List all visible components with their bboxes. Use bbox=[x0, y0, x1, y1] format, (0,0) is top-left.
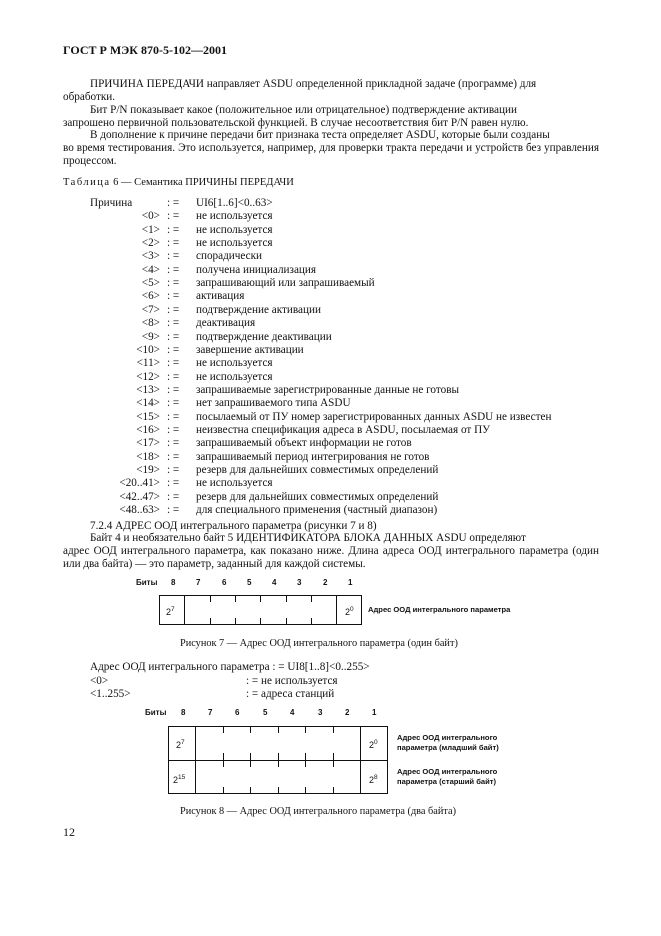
bit-number: 6 bbox=[235, 708, 240, 717]
cause-meaning: для специального применения (частный диапазон) bbox=[196, 504, 438, 517]
bit-number: 8 bbox=[181, 708, 186, 717]
assign-operator: : = bbox=[167, 250, 180, 263]
cause-meaning: активация bbox=[196, 290, 245, 303]
bit-tick bbox=[311, 618, 312, 625]
assign-operator: : = bbox=[167, 210, 180, 223]
cause-code: <19> bbox=[136, 464, 160, 476]
table-caption bbox=[63, 176, 294, 189]
bit-tick bbox=[210, 618, 211, 625]
cause-code: <10> bbox=[136, 343, 160, 356]
section-heading: 7.2.4 АДРЕС ООД интегрального параметра (рисунки 7 и 8) bbox=[90, 520, 377, 532]
cause-code: <7> bbox=[141, 303, 160, 316]
cause-meaning: неизвестна спецификация адреса в ASDU, посылаемая от ПУ bbox=[196, 423, 491, 436]
definition-code: <1..255> bbox=[90, 688, 131, 700]
bit-number: 2 bbox=[345, 708, 350, 717]
bit-number: 5 bbox=[247, 578, 252, 587]
bit-number: 4 bbox=[272, 578, 277, 587]
figure-8-caption: Рисунок 8 — Адрес ООД интегрального параметра (два байта) bbox=[180, 806, 456, 817]
bit-number: 6 bbox=[222, 578, 227, 587]
assign-operator: : = bbox=[167, 357, 180, 370]
cause-code: <16> bbox=[136, 423, 160, 436]
document-header: ГОСТ Р МЭК 870-5-102—2001 bbox=[63, 43, 227, 57]
bit-divider bbox=[184, 595, 185, 625]
bit-tick bbox=[311, 595, 312, 602]
figure-7-side-label: Адрес ООД интегрального параметра bbox=[368, 605, 511, 614]
msb-weight: $2^7$ bbox=[166, 606, 175, 617]
cause-code: <17> bbox=[136, 437, 160, 450]
bits-label: Биты bbox=[145, 708, 167, 717]
paragraph-pn-bit bbox=[63, 104, 599, 130]
section-first-line: Байт 4 и необязательно байт 5 ИДЕНТИФИКАТОРА БЛОКА ДАННЫХ ASDU определяют bbox=[90, 532, 526, 544]
assign-operator: : = bbox=[167, 197, 180, 209]
assign-operator: : = bbox=[167, 490, 180, 503]
cause-meaning: посылаемый от ПУ номер зарегистрированных данных ASDU не известен bbox=[196, 410, 552, 423]
table-caption-prefix: Таблица bbox=[63, 177, 111, 188]
bit-tick bbox=[260, 595, 261, 602]
bit-tick bbox=[333, 787, 334, 794]
cause-meaning: запрашивающий или запрашиваемый bbox=[196, 277, 375, 290]
bit-tick bbox=[286, 595, 287, 602]
cause-meaning: получена инициализация bbox=[196, 263, 317, 276]
bit-number: 2 bbox=[323, 578, 328, 587]
cause-meaning: не используется bbox=[196, 237, 273, 250]
bit-tick bbox=[223, 787, 224, 794]
high-byte-msb-weight: $2^{15}$ bbox=[173, 774, 186, 785]
bit-tick bbox=[223, 726, 224, 733]
cause-code: <4> bbox=[141, 263, 160, 276]
cause-meaning: не используется bbox=[196, 210, 273, 223]
cause-meaning: завершение активации bbox=[196, 343, 304, 356]
bit-number: 4 bbox=[290, 708, 295, 717]
assign-operator: : = bbox=[167, 263, 180, 276]
bit-tick bbox=[305, 753, 306, 767]
bit-tick bbox=[278, 726, 279, 733]
assign-operator: : = bbox=[167, 330, 180, 343]
bit-divider bbox=[360, 726, 361, 794]
cause-code: <0> bbox=[141, 210, 160, 223]
bit-tick bbox=[286, 618, 287, 625]
cause-meaning: запрашиваемый период интегрирования не готов bbox=[196, 450, 430, 463]
definition-meaning: : = не используется bbox=[246, 675, 338, 687]
cause-meaning: не используется bbox=[196, 370, 273, 383]
cause-meaning: резерв для дальнейших совместимых определений bbox=[196, 464, 439, 476]
paragraph-first-line: В дополнение к причине передачи бит признака теста определяет ASDU, которые были созданы bbox=[90, 129, 550, 141]
low-byte-msb-weight: $2^7$ bbox=[176, 739, 185, 750]
assign-operator: : = bbox=[167, 343, 180, 356]
address-definition: Адрес ООД интегрального параметра : = UI8[1..8]<0..255> bbox=[90, 661, 370, 673]
bit-number: 1 bbox=[348, 578, 353, 587]
cause-code: <9> bbox=[141, 330, 160, 343]
assign-operator: : = bbox=[167, 290, 180, 303]
cause-meaning: подтверждение активации bbox=[196, 303, 321, 316]
paragraph-continuation: запрошено первичной пользовательской функцией. В случае несоответствия бит P/N равен нулю. bbox=[63, 117, 529, 130]
assign-operator: : = bbox=[167, 410, 180, 423]
paragraph-first-line: Бит P/N показывает какое (положительное или отрицательное) подтверждение активации bbox=[90, 104, 517, 116]
cause-meaning: запрашиваемые зарегистрированные данные не готовы bbox=[196, 383, 459, 396]
cause-meaning: резерв для дальнейших совместимых определений bbox=[196, 490, 439, 503]
bit-divider bbox=[336, 595, 337, 625]
bits-label: Биты bbox=[136, 578, 158, 587]
bit-tick bbox=[305, 726, 306, 733]
cause-code: Причина bbox=[90, 197, 133, 209]
paragraph-continuation: во время тестирования. Это используется, например, для проверки тракта передачи и устройств без управления процессом. bbox=[63, 142, 599, 168]
bit-number: 1 bbox=[372, 708, 377, 717]
bit-tick bbox=[278, 753, 279, 767]
assign-operator: : = bbox=[167, 397, 180, 410]
cause-meaning: не используется bbox=[196, 357, 273, 370]
bit-number: 5 bbox=[263, 708, 268, 717]
cause-code: <48..63> bbox=[119, 504, 160, 517]
assign-operator: : = bbox=[167, 383, 180, 396]
bit-number: 3 bbox=[318, 708, 323, 717]
high-byte-lsb-weight: $2^8$ bbox=[369, 774, 378, 785]
bit-tick bbox=[223, 753, 224, 767]
cause-code: <13> bbox=[136, 383, 160, 396]
cause-code: <18> bbox=[136, 450, 160, 463]
cause-meaning: запрашиваемый объект информации не готов bbox=[196, 437, 412, 450]
bit-tick bbox=[333, 753, 334, 767]
bit-tick bbox=[250, 726, 251, 733]
bit-tick bbox=[250, 787, 251, 794]
definition-meaning: : = адреса станций bbox=[246, 688, 335, 700]
cause-code: <1> bbox=[141, 223, 160, 236]
cause-code: <8> bbox=[141, 317, 160, 330]
assign-operator: : = bbox=[167, 237, 180, 250]
assign-operator: : = bbox=[167, 303, 180, 316]
cause-code: <6> bbox=[141, 290, 160, 303]
cause-code: <15> bbox=[136, 410, 160, 423]
cause-code: <12> bbox=[136, 370, 160, 383]
assign-operator: : = bbox=[167, 464, 180, 476]
bit-tick bbox=[235, 595, 236, 602]
bit-tick bbox=[210, 595, 211, 602]
bit-number: 7 bbox=[208, 708, 213, 717]
assign-operator: : = bbox=[167, 317, 180, 330]
assign-operator: : = bbox=[167, 437, 180, 450]
cause-meaning: не используется bbox=[196, 223, 273, 236]
bit-tick bbox=[235, 618, 236, 625]
cause-meaning: спорадически bbox=[196, 250, 263, 263]
assign-operator: : = bbox=[167, 277, 180, 290]
assign-operator: : = bbox=[167, 477, 180, 490]
definition-code: <0> bbox=[90, 675, 109, 687]
low-byte-lsb-weight: $2^0$ bbox=[369, 739, 378, 750]
bit-number: 3 bbox=[297, 578, 302, 587]
paragraph-test-bit bbox=[63, 129, 599, 169]
table-caption-text: 6 — Семантика ПРИЧИНЫ ПЕРЕДАЧИ bbox=[113, 177, 294, 188]
paragraph-cause bbox=[63, 78, 599, 104]
cause-meaning: UI6[1..6]<0..63> bbox=[196, 197, 273, 209]
assign-operator: : = bbox=[167, 504, 180, 517]
cause-meaning: подтверждение деактивации bbox=[196, 330, 332, 343]
figure-8-side-label-low: Адрес ООД интегрального параметра (младший байт) bbox=[397, 733, 499, 752]
section-paragraph bbox=[63, 532, 599, 572]
bit-divider bbox=[195, 726, 196, 794]
page-number: 12 bbox=[63, 825, 75, 839]
lsb-weight: $2^0$ bbox=[345, 606, 354, 617]
section-continuation: адрес ООД интегрального параметра, как показано ниже. Длина адреса ООД интегрального параметра (один или два байта) — это параметр, заданный для каждой системы. bbox=[63, 545, 599, 571]
bit-tick bbox=[305, 787, 306, 794]
assign-operator: : = bbox=[167, 370, 180, 383]
figure-8-side-label-high: Адрес ООД интегрального параметра (старший байт) bbox=[397, 767, 498, 786]
cause-meaning: нет запрашиваемого типа ASDU bbox=[196, 397, 351, 410]
cause-code: <20..41> bbox=[119, 477, 160, 490]
bit-tick bbox=[278, 787, 279, 794]
cause-code: <3> bbox=[141, 250, 160, 263]
figure-7-caption: Рисунок 7 — Адрес ООД интегрального параметра (один байт) bbox=[180, 638, 458, 649]
cause-code: <42..47> bbox=[119, 490, 160, 503]
assign-operator: : = bbox=[167, 450, 180, 463]
cause-meaning: не используется bbox=[196, 477, 273, 490]
bit-number: 7 bbox=[196, 578, 201, 587]
bit-number: 8 bbox=[171, 578, 176, 587]
bit-tick bbox=[260, 618, 261, 625]
bit-tick bbox=[250, 753, 251, 767]
cause-code: <2> bbox=[141, 237, 160, 250]
assign-operator: : = bbox=[167, 423, 180, 436]
assign-operator: : = bbox=[167, 223, 180, 236]
cause-code: <11> bbox=[136, 357, 160, 370]
cause-meaning: деактивация bbox=[196, 317, 256, 330]
paragraph-first-line: ПРИЧИНА ПЕРЕДАЧИ направляет ASDU определенной прикладной задаче (программе) для bbox=[90, 78, 537, 90]
cause-code: <14> bbox=[136, 397, 160, 410]
paragraph-continuation: обработки. bbox=[63, 91, 116, 104]
cause-code: <5> bbox=[141, 277, 160, 290]
bit-tick bbox=[333, 726, 334, 733]
